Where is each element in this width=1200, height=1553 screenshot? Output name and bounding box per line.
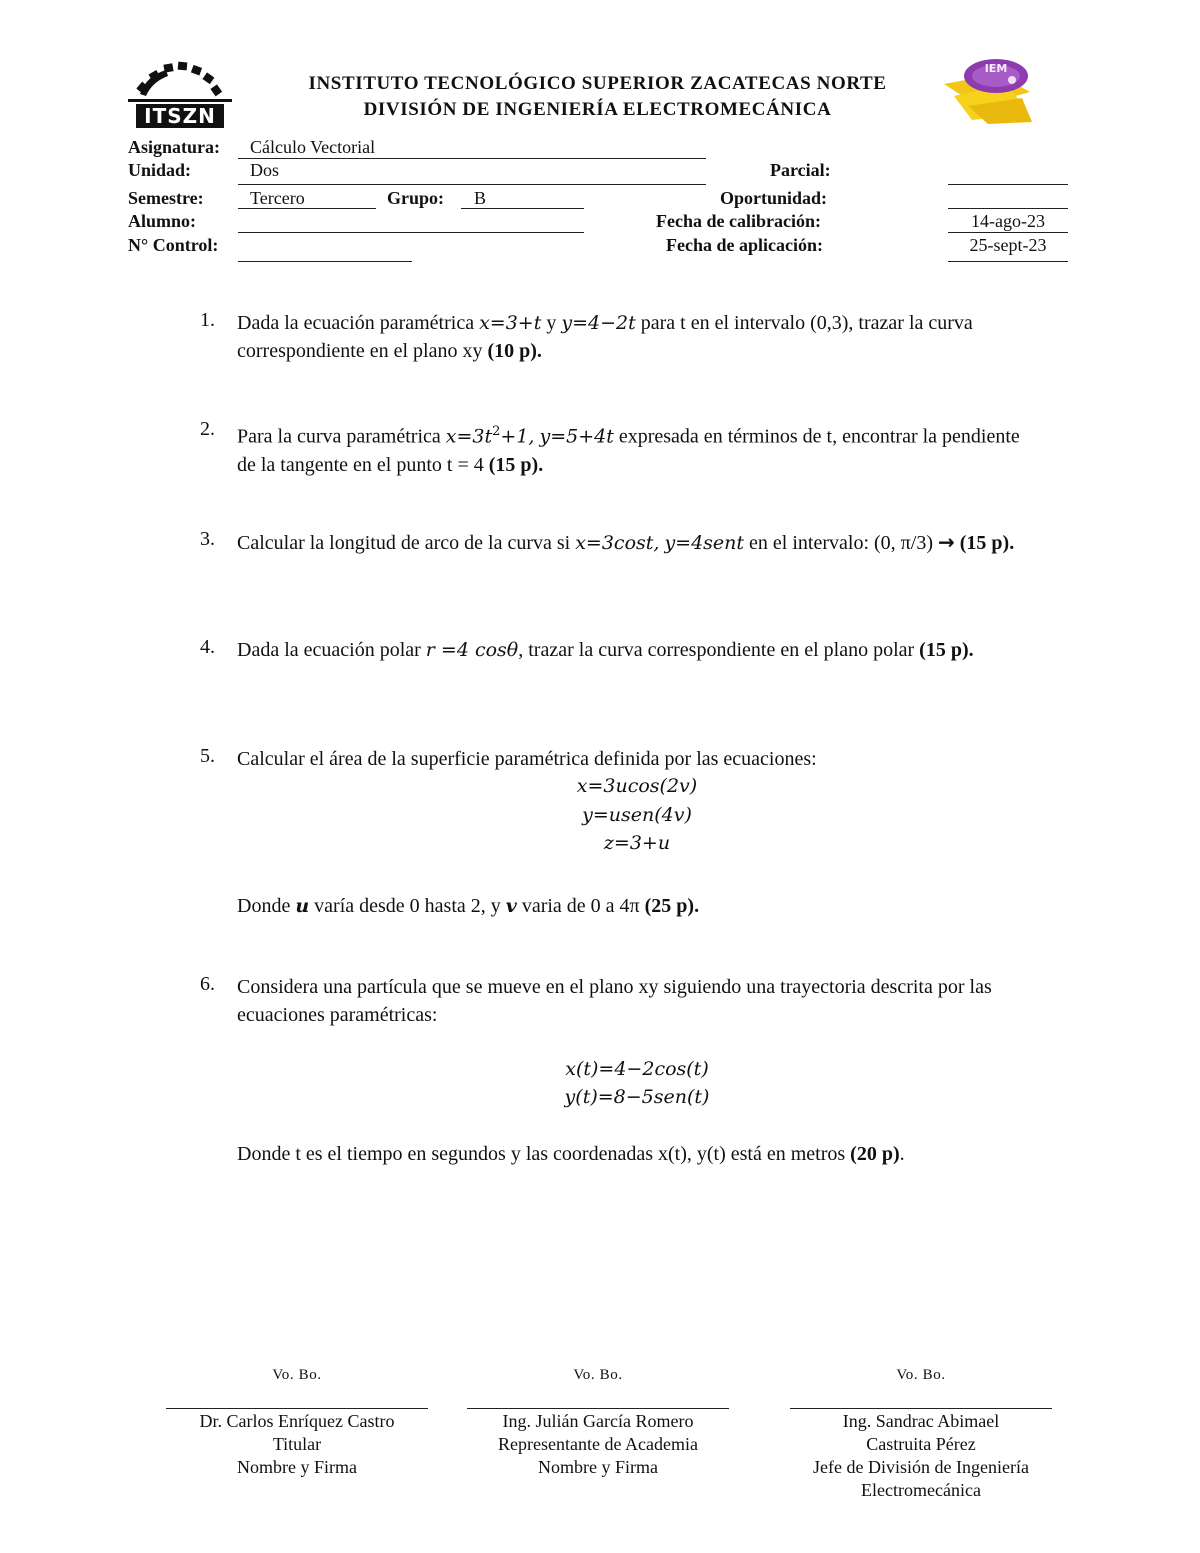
- question-5-text: Calcular el área de la superficie paramétrica definida por las ecuaciones:: [237, 748, 817, 770]
- question-6-note: [237, 1140, 1037, 1168]
- q6-equation-x: x(t)=4−2cos(t): [565, 1058, 709, 1080]
- question-1-number: 1.: [200, 309, 215, 331]
- fecha-calibracion-value: 14-ago-23: [971, 211, 1045, 231]
- q2-points: (15 p).: [488, 453, 544, 476]
- unidad-label: Unidad:: [128, 160, 192, 180]
- asignatura-underline: [238, 158, 706, 159]
- q2-equation-y: y=5+4t: [539, 425, 614, 448]
- signature-1-vobo: Vo. Bo.: [272, 1367, 322, 1383]
- q5-variable-u: u: [295, 895, 310, 917]
- q5-range-c: varia de 0 a 4π: [516, 895, 645, 917]
- semestre-value: Tercero: [250, 188, 305, 208]
- fecha-aplicacion-underline: [948, 261, 1068, 262]
- alumno-label: Alumno:: [128, 211, 197, 231]
- question-5-number: 5.: [200, 745, 215, 767]
- signature-1-line: [166, 1408, 428, 1409]
- q3-text-b: en el intervalo: (0, π/3): [744, 532, 938, 554]
- alumno-underline: [238, 232, 584, 233]
- arrow-right-icon: →: [937, 530, 955, 554]
- control-underline: [238, 261, 412, 262]
- signature-block-1: [166, 1364, 428, 1387]
- signature-block-1-details: [166, 1410, 428, 1479]
- signature-block-3: [790, 1364, 1052, 1387]
- q5-range-b: varía desde 0 hasta 2, y: [309, 895, 506, 917]
- q3-points: (15 p).: [959, 532, 1015, 554]
- q4-equation-r: r =4 cosθ: [425, 639, 519, 661]
- question-2-number: 2.: [200, 418, 215, 440]
- question-6-text: Considera una partícula que se mueve en el plano xy siguiendo una trayectoria descrita por las ecuaciones paramétricas:: [237, 976, 992, 1026]
- signature-1-extra: Nombre y Firma: [237, 1457, 357, 1477]
- question-2-text: [237, 418, 1037, 479]
- asignatura-value: Cálculo Vectorial: [250, 137, 376, 157]
- unidad-value: Dos: [250, 160, 280, 180]
- signature-block-2-details: [467, 1410, 729, 1479]
- signature-3-line: [790, 1408, 1052, 1409]
- q5-points: (25 p).: [644, 895, 700, 917]
- institute-title: INSTITUTO TECNOLÓGICO SUPERIOR ZACATECAS NORTE: [308, 73, 887, 94]
- iem-logo-text: IEM: [984, 62, 1008, 75]
- q3-text-a: Calcular la longitud de arco de la curva si: [237, 532, 576, 554]
- fecha-calibracion-label: Fecha de calibración:: [656, 211, 821, 231]
- q3-equation-x: x=3cost,: [575, 532, 660, 554]
- q2-text-b: expresada en términos de t, encontrar la pendiente de la tangente en el punto t = 4: [237, 425, 1020, 476]
- fecha-aplicacion-value: 25-sept-23: [969, 235, 1047, 255]
- question-3-number: 3.: [200, 528, 215, 550]
- parcial-label: Parcial:: [770, 160, 831, 180]
- asignatura-label: Asignatura:: [128, 137, 221, 157]
- grupo-label: Grupo:: [387, 188, 445, 208]
- signature-block-2: [467, 1364, 729, 1387]
- signature-2-vobo: Vo. Bo.: [573, 1367, 623, 1383]
- grupo-underline: [461, 208, 584, 209]
- iem-logo: [938, 54, 1034, 126]
- q1-equation-y: y=4−2t: [561, 312, 636, 334]
- q1-equation-x: x=3+t: [479, 312, 542, 334]
- signature-1-name: Dr. Carlos Enríquez Castro: [199, 1411, 395, 1431]
- signature-3-vobo: Vo. Bo.: [896, 1367, 946, 1383]
- unidad-underline: [238, 184, 706, 185]
- q5-equation-y: y=usen(4v): [582, 804, 692, 826]
- signature-2-role: Representante de Academia: [498, 1434, 698, 1454]
- q4-points: (15 p).: [919, 639, 974, 661]
- q6-note-text: Donde t es el tiempo en segundos y las coordenadas x(t), y(t) está en metros: [237, 1143, 851, 1165]
- q2-text-a: Para la curva paramétrica: [237, 425, 446, 448]
- question-3-text: [237, 528, 1037, 557]
- q6-points: (20 p): [850, 1143, 900, 1165]
- signature-3-name: Ing. Sandrac Abimael: [842, 1411, 1000, 1431]
- semestre-label: Semestre:: [128, 188, 204, 208]
- q2-equation-x-a: x=3t: [445, 425, 493, 448]
- oportunidad-underline: [948, 208, 1068, 209]
- q6-equation-y: y(t)=8−5sen(t): [564, 1086, 710, 1108]
- signature-2-line: [467, 1408, 729, 1409]
- question-1-text: [237, 309, 1037, 365]
- grupo-value: B: [474, 188, 487, 208]
- q2-equation-x-b: +1,: [500, 425, 535, 448]
- signature-2-extra: Nombre y Firma: [538, 1457, 658, 1477]
- q5-variable-v: v: [505, 895, 517, 917]
- question-5-range: [237, 892, 1037, 920]
- itszn-logo-text: ITSZN: [144, 104, 216, 128]
- fecha-calibracion-underline: [948, 232, 1068, 233]
- question-6-number: 6.: [200, 973, 215, 995]
- fecha-aplicacion-label: Fecha de aplicación:: [666, 235, 823, 255]
- q5-range-a: Donde: [237, 895, 296, 917]
- question-4-number: 4.: [200, 636, 215, 658]
- q1-text-c: para t en el intervalo (0,3), trazar la curva correspondiente en el plano xy: [237, 312, 973, 362]
- oportunidad-label: Oportunidad:: [720, 188, 828, 208]
- q3-equation-y: y=4sent: [664, 532, 745, 554]
- q1-text-b: y: [541, 312, 562, 334]
- semestre-underline: [238, 208, 376, 209]
- q5-equation-z: z=3+u: [603, 832, 671, 854]
- itszn-logo: [126, 58, 236, 132]
- q2-equation-exponent: 2: [492, 424, 501, 439]
- signature-block-3-details: [790, 1410, 1052, 1502]
- q4-text-b: , trazar la curva correspondiente en el plano polar: [518, 639, 920, 661]
- parcial-underline: [948, 184, 1068, 185]
- q6-note-dot: .: [899, 1143, 905, 1165]
- signature-2-name: Ing. Julián García Romero: [502, 1411, 694, 1431]
- signature-3-role: Castruita Pérez: [866, 1434, 976, 1454]
- q1-points: (10 p).: [487, 340, 542, 362]
- control-label: N° Control:: [128, 235, 219, 255]
- signature-3-extra2: Electromecánica: [861, 1480, 981, 1500]
- division-title: DIVISIÓN DE INGENIERÍA ELECTROMECÁNICA: [363, 99, 832, 120]
- signature-1-role: Titular: [272, 1434, 322, 1454]
- q5-equation-x: x=3ucos(2v): [576, 775, 698, 797]
- q1-text-a: Dada la ecuación paramétrica: [237, 312, 480, 334]
- q4-text-a: Dada la ecuación polar: [237, 639, 426, 661]
- signature-3-extra: Jefe de División de Ingeniería: [813, 1457, 1029, 1477]
- question-4-text: [237, 636, 1037, 664]
